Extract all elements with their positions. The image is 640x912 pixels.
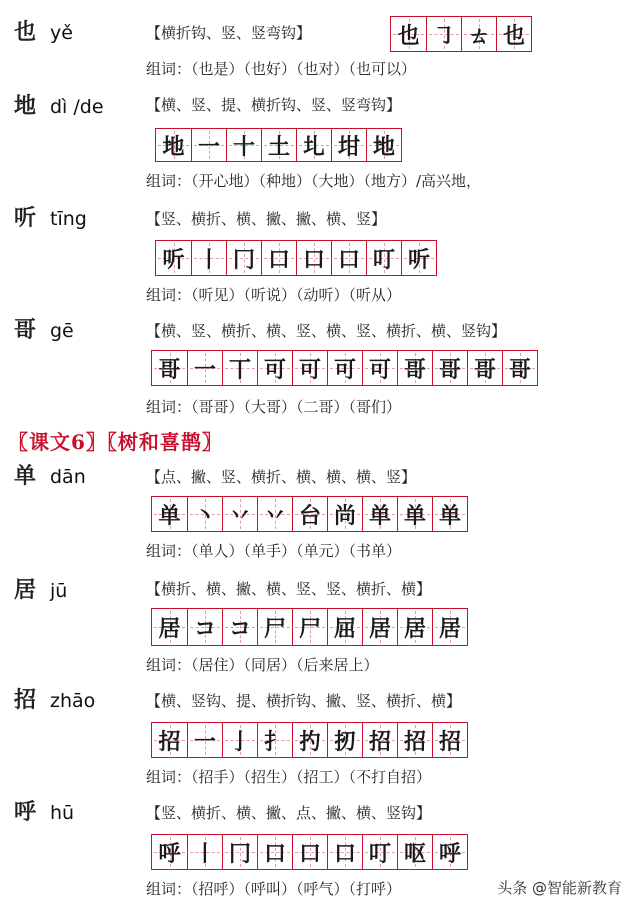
grid-cell: 丅 xyxy=(222,351,257,385)
grid-cell: ㇆ xyxy=(426,17,461,51)
entry-strokes: 【横、竖钩、提、横折钩、撇、竖、横折、横】 xyxy=(146,692,462,710)
grid-cell: 冂 xyxy=(226,241,261,275)
entry-strokes: 【点、撇、竖、横折、横、横、横、竖】 xyxy=(146,468,417,486)
entry-words: 组词：（单人）（单手）（单元）（书单） xyxy=(146,542,402,560)
grid-cell: 单 xyxy=(432,497,467,531)
entry-pinyin: jū xyxy=(50,580,68,602)
entry-strokes: 【横折、横、撇、横、竖、竖、横折、横】 xyxy=(146,580,432,598)
grid-cell: 丶 xyxy=(187,497,222,531)
grid-cell: 丷 xyxy=(222,497,257,531)
grid-cell: 亅 xyxy=(222,723,257,757)
grid-cell: 尸 xyxy=(292,609,327,645)
grid-cell: 扨 xyxy=(327,723,362,757)
grid-cell: 单 xyxy=(362,497,397,531)
grid-cell: 单 xyxy=(397,497,432,531)
entry-words: 组词：（哥哥）（大哥）（二哥）（哥们） xyxy=(146,398,402,416)
entry-strokes: 【横折钩、竖、竖弯钩】 xyxy=(146,24,312,42)
grid-cell: 丨 xyxy=(187,835,222,869)
grid-cell: コ xyxy=(187,609,222,645)
grid-cell: 口 xyxy=(331,241,366,275)
grid-cell: 口 xyxy=(261,241,296,275)
grid-cell: 可 xyxy=(327,351,362,385)
grid-cell: 哥 xyxy=(467,351,502,385)
entry-words: 组词：（居住）（同居）（后来居上） xyxy=(146,656,379,674)
grid-cell: 一 xyxy=(187,723,222,757)
grid-cell: 口 xyxy=(292,835,327,869)
lesson-heading: 〖课文6〗〖树和喜鹊〗 xyxy=(8,430,223,454)
entry-char: 呼 xyxy=(14,800,37,825)
grid-cell: 呼 xyxy=(432,835,467,869)
entry-strokes: 【竖、横折、横、撇、点、撇、横、竖钩】 xyxy=(146,804,432,822)
stroke-grid xyxy=(151,350,538,386)
grid-cell: 居 xyxy=(362,609,397,645)
stroke-grid xyxy=(155,240,437,276)
grid-cell: 哥 xyxy=(432,351,467,385)
entry-strokes: 【横、竖、横折、横、竖、横、竖、横折、横、竖钩】 xyxy=(146,322,507,340)
entry-words: 组词：（开心地）（种地）（大地）（地方）/高兴地， xyxy=(146,172,482,190)
entry-pinyin: yě xyxy=(50,22,73,44)
grid-cell: 口 xyxy=(327,835,362,869)
stroke-grid xyxy=(151,834,468,870)
stroke-grid xyxy=(390,16,532,52)
watermark: 头条 @智能新教育 xyxy=(497,879,622,897)
grid-cell: 一 xyxy=(187,351,222,385)
grid-cell: 扚 xyxy=(292,723,327,757)
grid-cell: 招 xyxy=(362,723,397,757)
entry-char: 居 xyxy=(14,578,37,603)
stroke-grid xyxy=(155,128,402,162)
entry-words: 组词：（招手）（招生）（招工）（不打自招） xyxy=(146,768,432,786)
grid-cell: 冂 xyxy=(222,835,257,869)
entry-char: 单 xyxy=(14,464,37,489)
stroke-grid xyxy=(151,608,468,646)
stroke-grid xyxy=(151,496,468,532)
grid-cell: 哥 xyxy=(397,351,432,385)
grid-cell: 丨 xyxy=(191,241,226,275)
grid-cell: 呼 xyxy=(152,835,187,869)
grid-cell: 居 xyxy=(397,609,432,645)
grid-cell: 地 xyxy=(366,129,401,161)
grid-cell: 叮 xyxy=(366,241,401,275)
grid-cell: 可 xyxy=(362,351,397,385)
grid-cell: 也 xyxy=(496,17,531,51)
grid-cell: 居 xyxy=(152,609,187,645)
grid-cell: 招 xyxy=(152,723,187,757)
entry-pinyin: zhāo xyxy=(50,690,96,712)
grid-cell: 十 xyxy=(226,129,261,161)
grid-cell: 哥 xyxy=(502,351,537,385)
grid-cell: 口 xyxy=(257,835,292,869)
grid-cell: 土 xyxy=(261,129,296,161)
grid-cell: 扌 xyxy=(257,723,292,757)
grid-cell: 单 xyxy=(152,497,187,531)
grid-cell: 尸 xyxy=(257,609,292,645)
entry-pinyin: dì /de xyxy=(50,96,104,118)
entry-pinyin: gē xyxy=(50,320,74,342)
entry-words: 组词：（招呼）（呼叫）（呼气）（打呼） xyxy=(146,880,402,898)
grid-cell: 坩 xyxy=(331,129,366,161)
grid-cell: 叮 xyxy=(362,835,397,869)
grid-cell: 可 xyxy=(292,351,327,385)
grid-cell: 听 xyxy=(156,241,191,275)
grid-cell: 圠 xyxy=(296,129,331,161)
entry-words: 组词：（也是）（也好）（也对）（也可以） xyxy=(146,60,417,78)
grid-cell: 一 xyxy=(191,129,226,161)
grid-cell: コ xyxy=(222,609,257,645)
grid-cell: 地 xyxy=(156,129,191,161)
grid-cell: ㄊ xyxy=(461,17,496,51)
grid-cell: 听 xyxy=(401,241,436,275)
entry-words: 组词：（听见）（听说）（动听）（听从） xyxy=(146,286,402,304)
grid-cell: 招 xyxy=(397,723,432,757)
stroke-grid xyxy=(151,722,468,758)
entry-char: 地 xyxy=(14,94,37,119)
entry-char: 招 xyxy=(14,688,37,713)
grid-cell: 招 xyxy=(432,723,467,757)
grid-cell: 尚 xyxy=(327,497,362,531)
entry-strokes: 【横、竖、提、横折钩、竖、竖弯钩】 xyxy=(146,96,402,114)
entry-pinyin: tīng xyxy=(50,208,87,230)
grid-cell: 哥 xyxy=(152,351,187,385)
entry-char: 也 xyxy=(14,20,37,45)
grid-cell: 屈 xyxy=(327,609,362,645)
entry-pinyin: hū xyxy=(50,802,75,824)
entry-char: 哥 xyxy=(14,318,37,343)
grid-cell: 呕 xyxy=(397,835,432,869)
grid-cell: 可 xyxy=(257,351,292,385)
grid-cell: 也 xyxy=(391,17,426,51)
grid-cell: 口 xyxy=(296,241,331,275)
grid-cell: 丷 xyxy=(257,497,292,531)
entry-strokes: 【竖、横折、横、撇、撇、横、竖】 xyxy=(146,210,387,228)
entry-char: 听 xyxy=(14,206,37,231)
grid-cell: 居 xyxy=(432,609,467,645)
entry-pinyin: dān xyxy=(50,466,86,488)
grid-cell: 台 xyxy=(292,497,327,531)
